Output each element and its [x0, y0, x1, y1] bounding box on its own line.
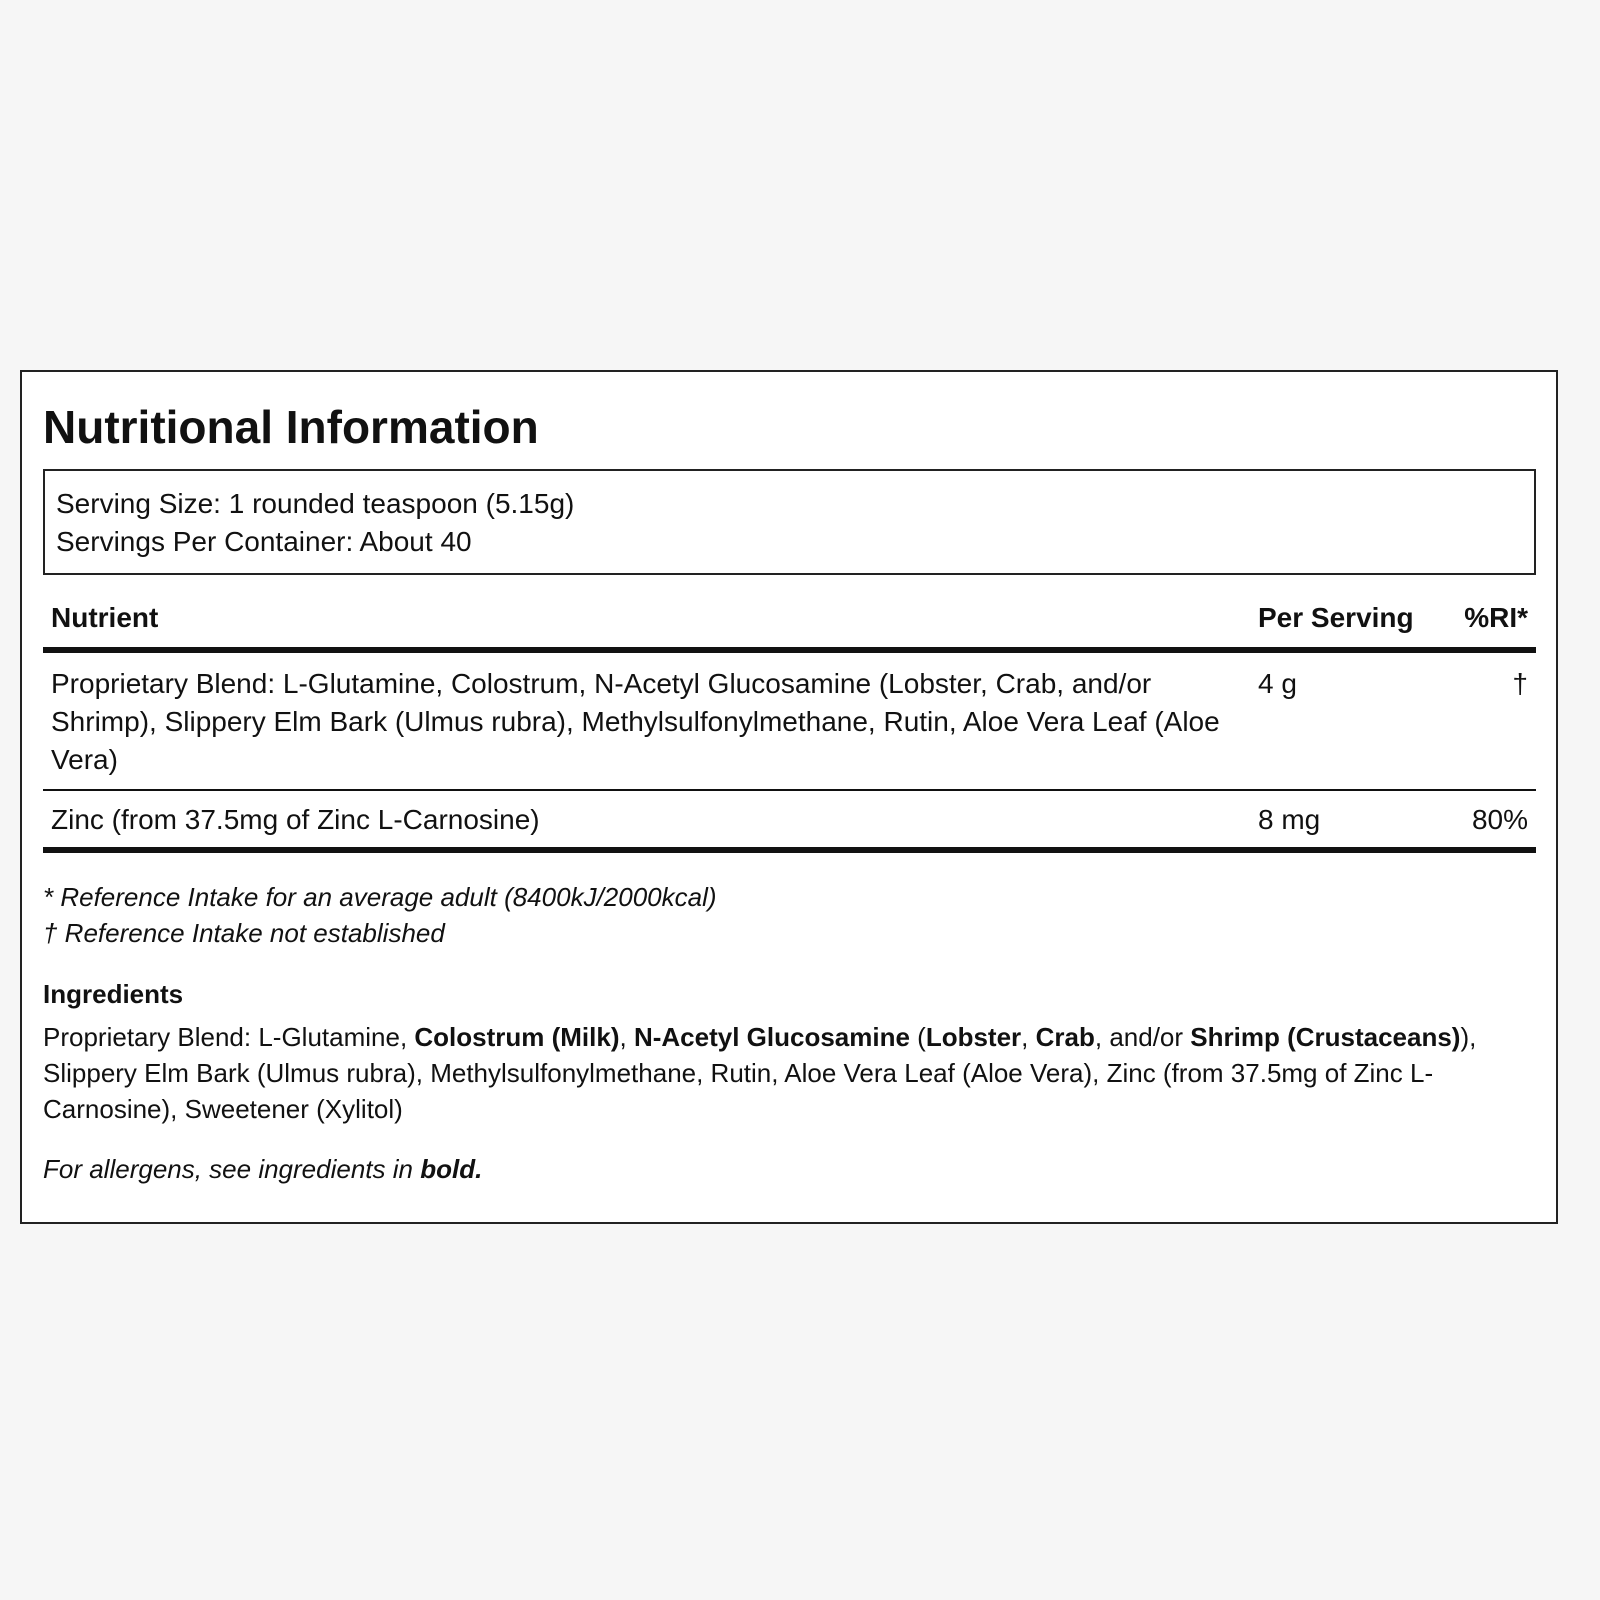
- nutrient-ri: 80%: [1436, 790, 1536, 850]
- nutrient-ri: †: [1436, 650, 1536, 790]
- nutrient-table-header-row: [43, 599, 1536, 650]
- nutrition-label-panel: [20, 370, 1558, 1224]
- allergen-note-text: For allergens, see ingredients in: [43, 1154, 421, 1185]
- nutrient-name: Proprietary Blend: L-Glutamine, Colostrum, N-Acetyl Glucosamine (Lobster, Crab, and/or Shrimp), Slippery Elm Bark (Ulmus rubra), Methylsulfonylmethane, Rutin, Aloe Vera Leaf (Aloe Vera): [43, 650, 1250, 790]
- table-row: [43, 790, 1536, 850]
- nutrient-name: Zinc (from 37.5mg of Zinc L-Carnosine): [43, 790, 1250, 850]
- ingredients-text: [43, 1019, 1536, 1127]
- ingredient-part: ), Slippery Elm Bark (Ulmus rubra), Methylsulfonylmethane, Rutin, Aloe Vera Leaf (Aloe Vera), Zinc (from 37.5mg of Zinc L-Carnosine), Sweetener (Xylitol): [43, 1022, 1477, 1125]
- ingredient-part: , and/or: [1094, 1022, 1191, 1053]
- ingredient-part: (: [909, 1022, 926, 1053]
- ingredient-allergen: Colostrum (Milk): [414, 1022, 620, 1053]
- ingredient-allergen: Shrimp (Crustaceans): [1190, 1022, 1461, 1053]
- serving-size: Serving Size: 1 rounded teaspoon (5.15g): [56, 488, 575, 520]
- footnotes: [43, 879, 1536, 951]
- ingredient-allergen: Lobster: [925, 1022, 1022, 1053]
- ingredient-allergen: Crab: [1035, 1022, 1095, 1053]
- footnote-ri: * Reference Intake for an average adult (8400kJ/2000kcal): [43, 882, 717, 913]
- nutrient-table: [43, 599, 1536, 853]
- ingredient-part: ,: [619, 1022, 634, 1053]
- header-ri: %RI*: [1436, 599, 1536, 650]
- footnote-not-established: † Reference Intake not established: [43, 918, 445, 949]
- ingredient-part: ,: [1021, 1022, 1036, 1053]
- ingredient-part: Proprietary Blend: L-Glutamine,: [43, 1022, 415, 1053]
- header-nutrient: Nutrient: [43, 599, 1250, 650]
- servings-per-container: Servings Per Container: About 40: [56, 526, 472, 558]
- ingredient-allergen: N-Acetyl Glucosamine: [633, 1022, 910, 1053]
- ingredients-heading: Ingredients: [43, 979, 184, 1010]
- allergen-note: [43, 1151, 1536, 1187]
- nutrient-amount: 4 g: [1250, 650, 1436, 790]
- table-row: [43, 650, 1536, 790]
- allergen-note-emphasis: bold.: [420, 1154, 483, 1185]
- header-per-serving: Per Serving: [1250, 599, 1436, 650]
- label-title: Nutritional Information: [43, 401, 539, 453]
- serving-info-box: [43, 469, 1536, 575]
- nutrient-amount: 8 mg: [1250, 790, 1436, 850]
